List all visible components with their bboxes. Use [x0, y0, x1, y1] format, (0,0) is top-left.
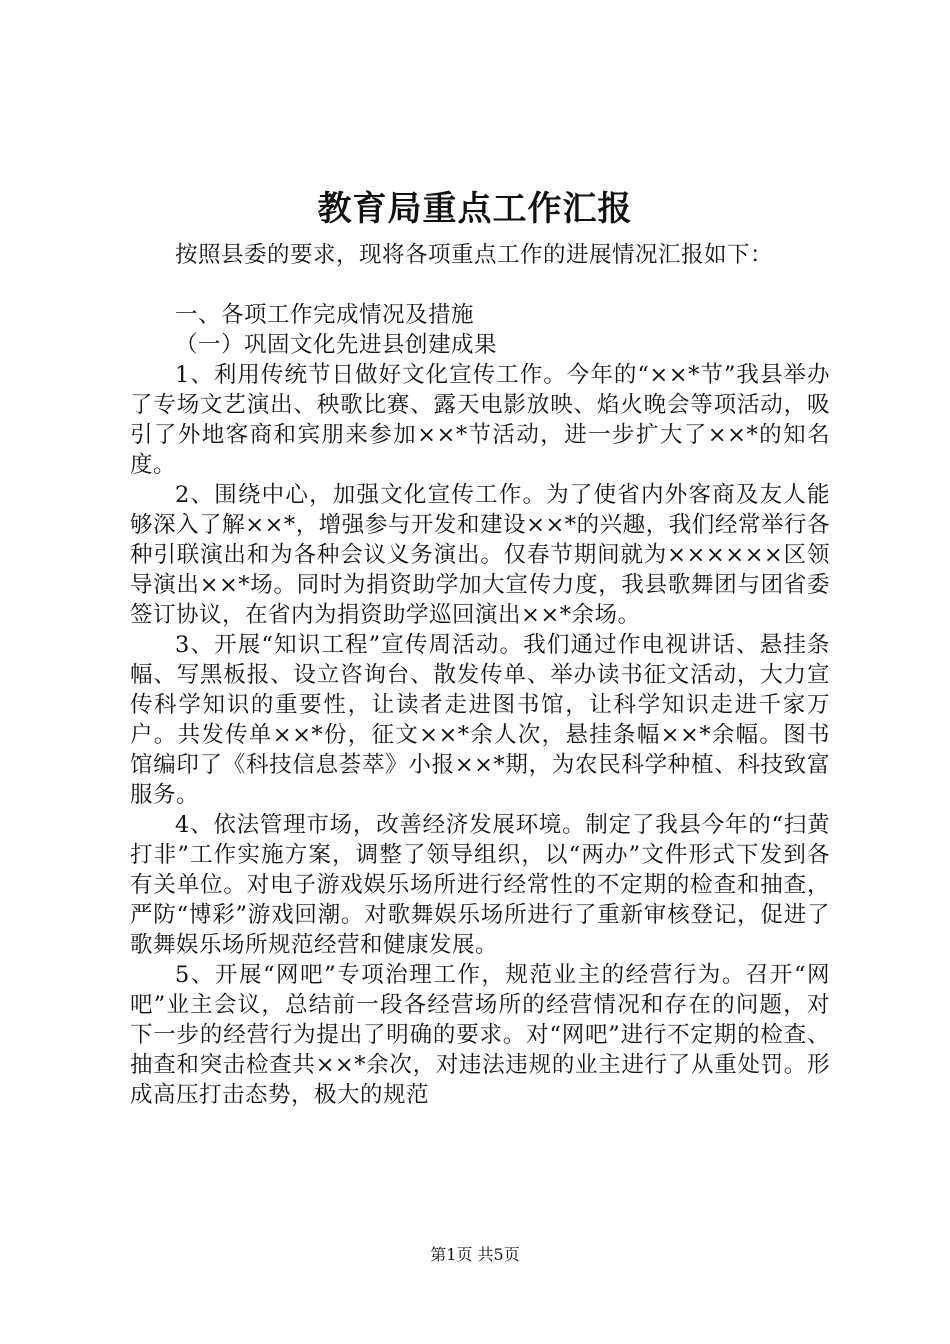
intro-paragraph: 按照县委的要求，现将各项重点工作的进展情况汇报如下：	[175, 242, 774, 268]
document-title: 教育局重点工作汇报	[317, 189, 633, 229]
section-heading: 一、各项工作完成情况及措施	[175, 302, 475, 328]
body-paragraph: 5、开展“网吧”专项治理工作，规范业主的经营行为。召开“网吧”业主会议，总结前一段各经营场所的经营情况和存在的问题，对下一步的经营行为提出了明确的要求。对“网吧”进行不定期的检查、抽查和突击检查共××*余次，对违法违规的业主进行了从重处罚。形成高压打击态势，极大的规范	[130, 962, 830, 1108]
body-paragraph: 3、开展“知识工程”宣传周活动。我们通过作电视讲话、悬挂条幅、写黑板报、设立咨询台、散发传单、举办读书征文活动，大力宣传科学知识的重要性，让读者走进图书馆，让科学知识走进千家万户。共发传单××*份，征文××*余人次，悬挂条幅××*余幅。图书馆编印了《科技信息荟萃》小报××*期，为农民科学种植、科技致富服务。	[130, 632, 830, 808]
body-paragraph: 4、依法管理市场，改善经济发展环境。制定了我县今年的“扫黄打非”工作实施方案，调整了领导组织，以“两办”文件形式下发到各有关单位。对电子游戏娱乐场所进行经常性的不定期的检查和抽查，严防“博彩”游戏回潮。对歌舞娱乐场所进行了重新审核登记，促进了歌舞娱乐场所规范经营和健康发展。	[130, 812, 830, 958]
body-paragraph: 2、围绕中心，加强文化宣传工作。为了使省内外客商及友人能够深入了解××*，增强参与开发和建设××*的兴趣，我们经常举行各种引联演出和为各种会议义务演出。仅春节期间就为××××××区领导演出××*场。同时为捐资助学加大宣传力度，我县歌舞团与团省委签订协议，在省内为捐资助学巡回演出××*余场。	[130, 482, 830, 628]
document-body	[130, 240, 830, 1110]
body-paragraph: 1、利用传统节日做好文化宣传工作。今年的“××*节”我县举办了专场文艺演出、秧歌比赛、露天电影放映、焰火晚会等项活动，吸引了外地客商和宾朋来参加××*节活动，进一步扩大了××*的知名度。	[130, 362, 830, 478]
subsection-heading: （一）巩固文化先进县创建成果	[175, 332, 498, 358]
page-footer: 第1页 共5页	[430, 1245, 520, 1264]
